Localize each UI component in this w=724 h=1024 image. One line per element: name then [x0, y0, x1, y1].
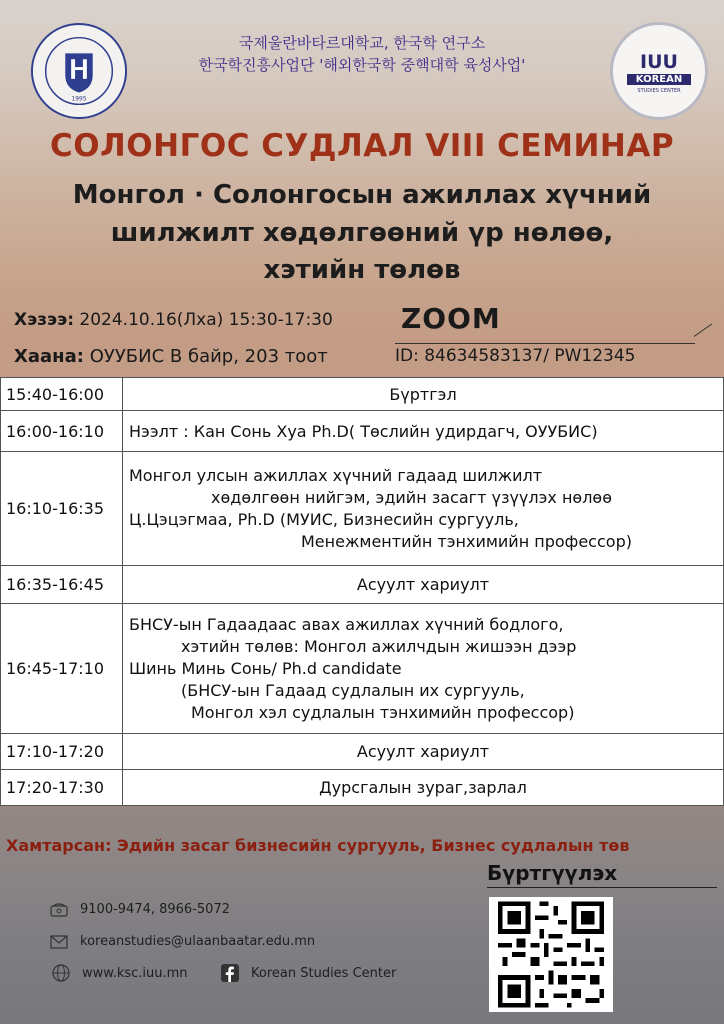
schedule-row — [1, 770, 724, 806]
activity-line: Менежментийн тэнхимийн профессор) — [301, 531, 632, 551]
logo-year: 1995 — [71, 96, 87, 103]
date-label: Хэзээ: — [14, 310, 75, 330]
activity-line: (БНСУ-ын Гадаад судлалын их сургууль, — [181, 680, 525, 700]
subtitle-line-2: шилжилт хөдөлгөөний үр нөлөө, — [110, 218, 614, 248]
qr-code[interactable] — [489, 897, 613, 1012]
schedule-time: 16:35-16:45 — [1, 566, 123, 604]
schedule-row — [1, 452, 724, 566]
zoom-label: ZOOM — [401, 302, 501, 335]
organizer-line-1: 국제울란바타르대학교, 한국학 연구소 — [238, 34, 486, 52]
schedule-activity: Асуулт хариулт — [123, 734, 724, 770]
register-label: Бүртгүүлэх — [487, 861, 618, 885]
event-date — [14, 310, 333, 330]
facebook-icon — [221, 964, 239, 982]
place-label: Хаана: — [14, 346, 84, 367]
schedule-time: 16:45-17:10 — [1, 604, 123, 734]
activity-line: Монгол хэл судлалын тэнхимийн профессор) — [191, 702, 575, 722]
contact-website — [52, 964, 188, 982]
register-underline — [487, 887, 717, 888]
event-place — [14, 346, 328, 367]
globe-icon — [52, 964, 70, 982]
subtitle-line-1: Монгол · Солонгосын ажиллах хүчний — [72, 180, 652, 210]
place-value: ОУУБИС В байр, 203 тоот — [89, 346, 328, 367]
contact-facebook-text[interactable]: Korean Studies Center — [251, 965, 397, 981]
seminar-title: СОЛОНГОС СУДЛАЛ VIII СЕМИНАР — [49, 128, 675, 164]
activity-line: Шинь Минь Сонь/ Ph.d candidate — [129, 658, 402, 678]
schedule-activity: Дурсгалын зураг,зарлал — [123, 770, 724, 806]
contact-website-text[interactable]: www.ksc.iuu.mn — [82, 965, 188, 981]
activity-line: Ц.Цэцэгмаа, Ph.D (МУИС, Бизнесийн сургууль, — [129, 509, 519, 529]
contact-email — [50, 934, 315, 949]
partner-text: Хамтарсан: Эдийн засаг бизнесийн сургууль, Бизнес судлалын төв — [6, 836, 630, 855]
activity-line: хөдөлгөөн нийгэм, эдийн засагт үзүүлэх нөлөө — [211, 487, 612, 507]
schedule-row — [1, 378, 724, 411]
schedule-row — [1, 411, 724, 452]
logo-text-korean: KOREAN — [627, 74, 691, 85]
zoom-underline-tail — [694, 323, 713, 336]
organizer-line-2: 한국학진흥사업단 '해외한국학 중핵대학 육성사업' — [198, 56, 526, 74]
logo-text-studies: STUDIES CENTER — [637, 88, 681, 94]
contact-phone — [50, 902, 230, 917]
contact-email-text[interactable]: koreanstudies@ulaanbaatar.edu.mn — [80, 934, 316, 949]
schedule-time: 17:20-17:30 — [1, 770, 123, 806]
activity-line: хэтийн төлөв: Монгол ажилчдын жишээн дээр — [181, 636, 577, 656]
schedule-activity: Нээлт : Кан Сонь Хуа Ph.D( Төслийн удирдагч, ОУУБИС) — [123, 411, 724, 452]
schedule-row — [1, 734, 724, 770]
logo-text-iuu: IUU — [640, 51, 678, 73]
schedule-row — [1, 604, 724, 734]
zoom-underline — [395, 343, 695, 344]
mail-icon — [50, 935, 68, 949]
zoom-meeting-id: ID: 84634583137/ PW12345 — [395, 346, 636, 366]
contact-facebook — [221, 964, 396, 982]
subtitle-line-3: хэтийн төлөв — [263, 255, 461, 285]
phone-icon — [50, 903, 68, 917]
schedule-activity — [123, 604, 724, 734]
activity-line: БНСУ-ын Гадаадаас авах ажиллах хүчний бодлого, — [129, 614, 564, 634]
activity-line: Монгол улсын ажиллах хүчний гадаад шилжилт — [129, 465, 543, 485]
schedule-table — [0, 377, 724, 806]
schedule-activity: Асуулт хариулт — [123, 566, 724, 604]
schedule-time: 16:10-16:35 — [1, 452, 123, 566]
schedule-activity — [123, 452, 724, 566]
schedule-row — [1, 566, 724, 604]
schedule-time: 15:40-16:00 — [1, 378, 123, 411]
date-value: 2024.10.16(Лха) 15:30-17:30 — [79, 310, 333, 330]
schedule-time: 17:10-17:20 — [1, 734, 123, 770]
schedule-activity: Бүртгэл — [123, 378, 724, 411]
contact-phone-text: 9100-9474, 8966-5072 — [80, 902, 230, 917]
schedule-time: 16:00-16:10 — [1, 411, 123, 452]
